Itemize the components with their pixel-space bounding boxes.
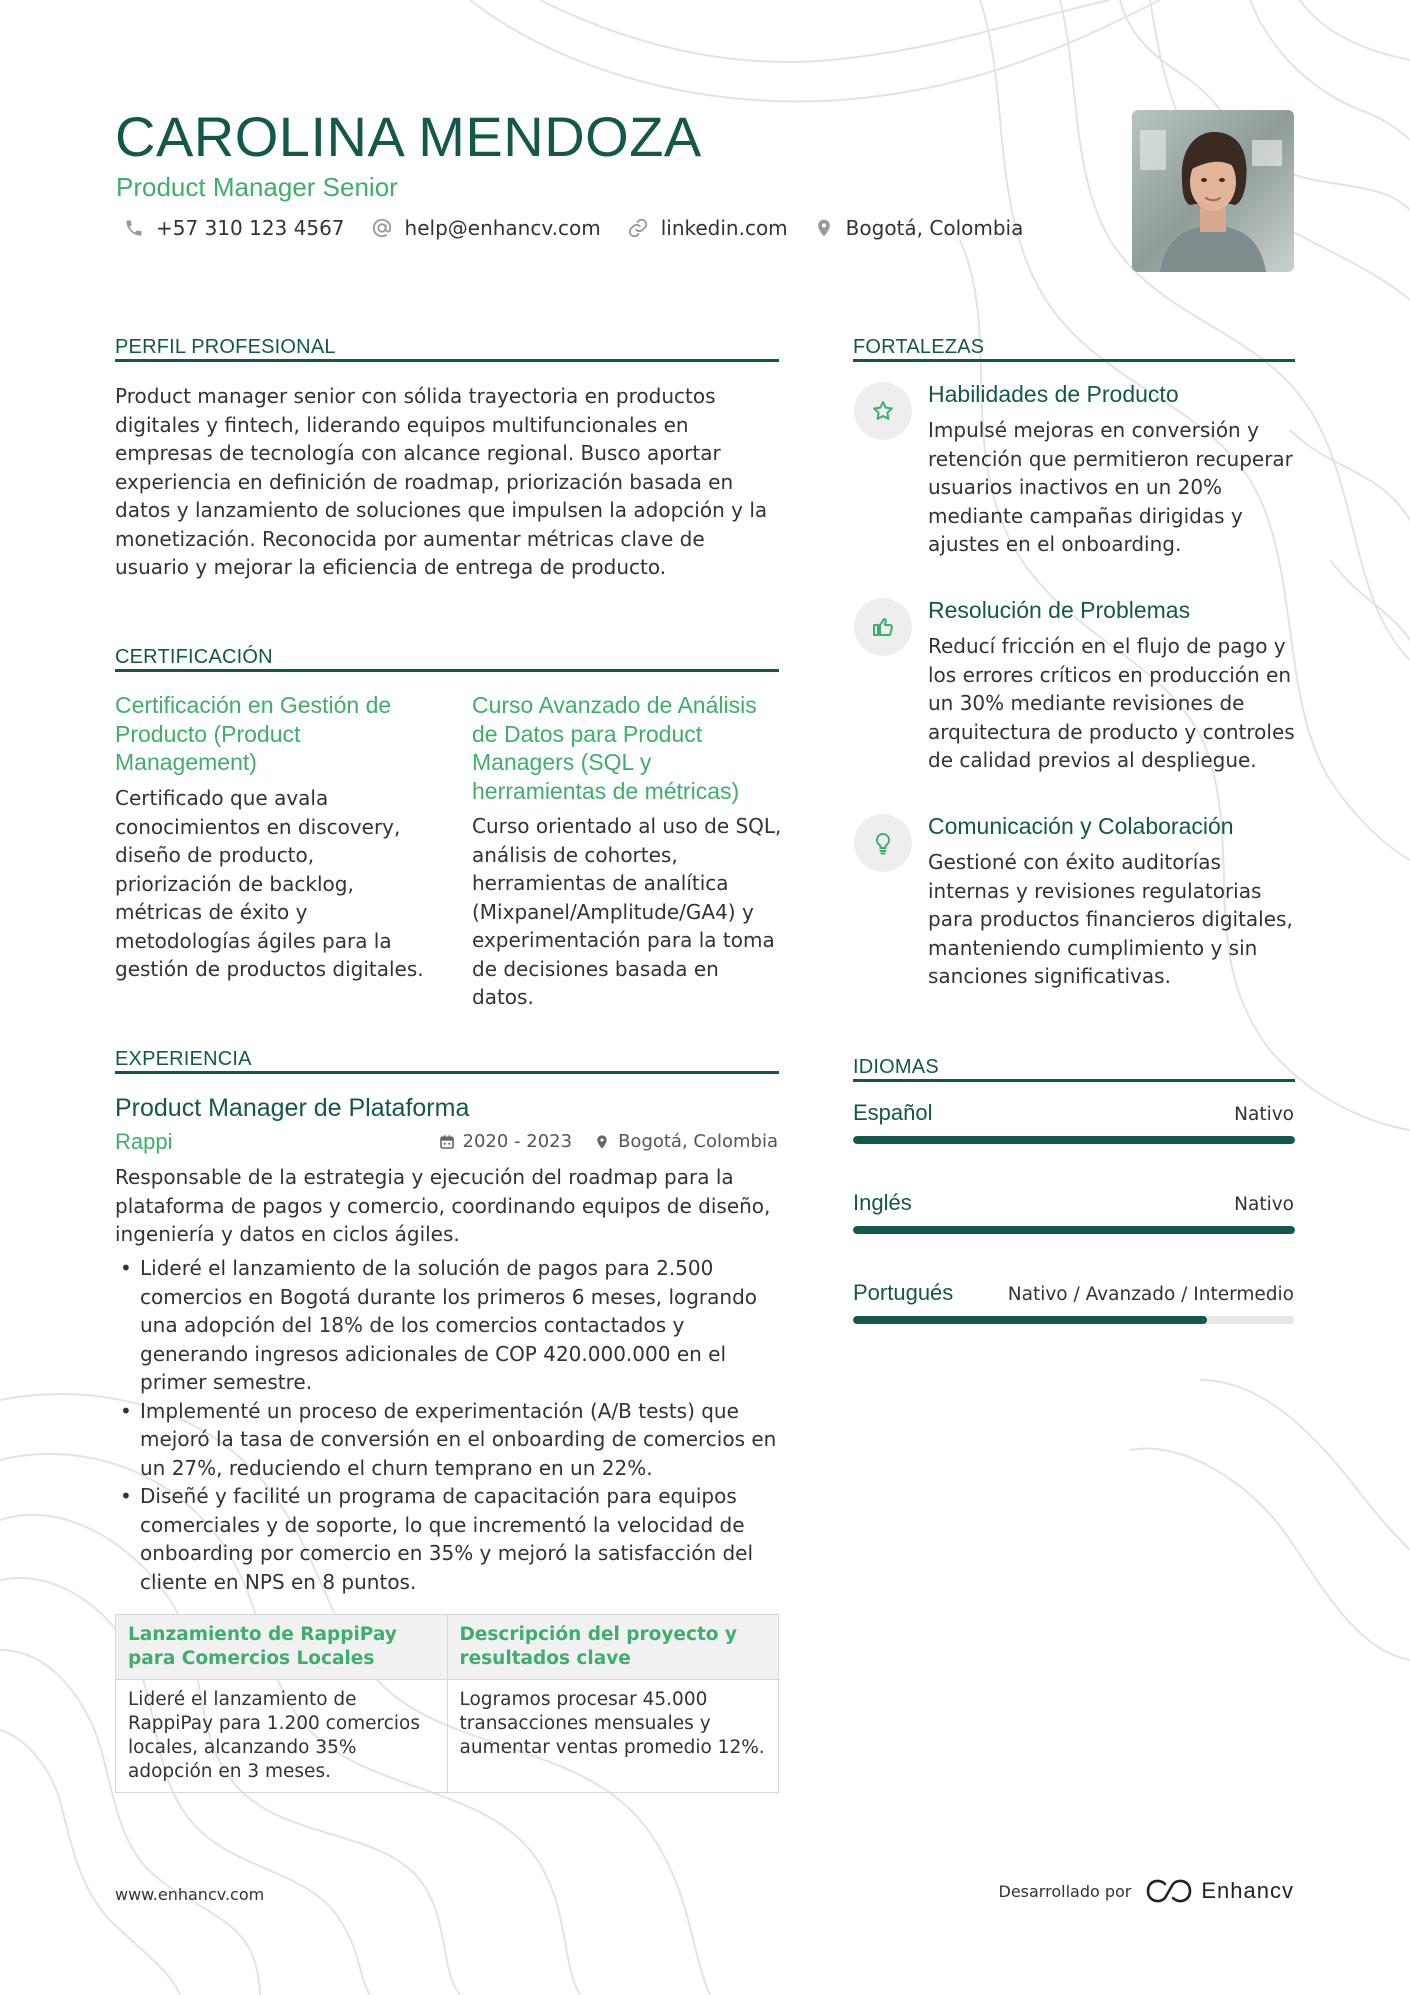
languages-divider [853, 1079, 1295, 1082]
calendar-icon [439, 1134, 455, 1150]
contact-email[interactable] [371, 216, 601, 240]
strength-description: Gestioné con éxito auditorías internas y revisiones regulatorias para productos financieros digitales, manteniendo cumplimiento y sin sanciones significativas. [928, 850, 1293, 988]
job-location-text: Bogotá, Colombia [618, 1131, 778, 1152]
strengths-section-title: FORTALEZAS [853, 336, 985, 358]
at-icon [371, 217, 393, 239]
profile-summary: Product manager senior con sólida trayectoria en productos digitales y fintech, liderando equipos multifuncionales en empresas de tecnología con alcance regional. Busco aportar experiencia en definición de roadmap, priorización basada en datos y lanzamiento de soluciones que impulsen la adopción y la monetización. Reconocida por aumentar métricas clave de usuario y mejorar la eficiencia de entrega de producto. [115, 384, 768, 579]
language-bar-fill [853, 1136, 1295, 1144]
footer-branding[interactable] [999, 1878, 1295, 1904]
strength-description: Reducí fricción en el flujo de pago y los errores críticos en producción en un 30% mediante revisiones de arquitectura de producto y controles de calidad previos al despliegue. [928, 634, 1295, 772]
achievement-item: • Implementé un proceso de experimentación (A/B tests) que mejoró la tasa de conversión en el onboarding de comercios en un 27%, reduciendo el churn temprano en un 22%. [115, 1397, 785, 1483]
certification-title: Curso Avanzado de Análisis de Datos para Product Managers (SQL y herramientas de métricas) [472, 692, 757, 804]
language-level: Nativo [1234, 1104, 1294, 1125]
strength-icon-wrap [854, 382, 912, 440]
certification-title: Certificación en Gestión de Producto (Product Management) [115, 692, 392, 775]
company-name: Rappi [115, 1129, 173, 1154]
brand-name: Enhancv [1201, 1878, 1294, 1903]
email-text: help@enhancv.com [404, 216, 601, 240]
language-bar-fill [853, 1316, 1207, 1324]
profile-photo [1132, 110, 1294, 272]
phone-icon [124, 218, 144, 238]
table-header-cell: Descripción del proyecto y resultados clave [447, 1615, 779, 1680]
achievement-item: • Diseñé y facilité un programa de capacitación para equipos comerciales y de soporte, lo que incrementó la velocidad de onboarding por comercio en 35% y mejoró la satisfacción del cliente en NPS en 8 puntos. [115, 1482, 785, 1596]
enhancv-logo-icon [1145, 1878, 1193, 1904]
language-bar [853, 1136, 1295, 1144]
profile-divider [115, 359, 779, 362]
job-meta [417, 1131, 778, 1152]
certifications-divider [115, 669, 779, 672]
link-icon [627, 217, 649, 239]
job-location [594, 1131, 778, 1152]
strength-description: Impulsé mejoras en conversión y retención que permitieron recuperar usuarios inactivos en un 20% mediante campañas dirigidas y ajustes en el onboarding. [928, 418, 1293, 556]
certifications-section-title: CERTIFICACIÓN [115, 646, 273, 668]
language-bar [853, 1316, 1295, 1324]
lightbulb-icon [871, 831, 895, 855]
contact-location [814, 216, 1024, 240]
language-level: Nativo / Avanzado / Intermedio [1007, 1284, 1294, 1305]
table-cell: Logramos procesar 45.000 transacciones mensuales y aumentar ventas promedio 12%. [447, 1680, 779, 1793]
experience-section-title: EXPERIENCIA [115, 1048, 252, 1070]
language-bar [853, 1226, 1295, 1234]
linkedin-text: linkedin.com [660, 216, 788, 240]
contact-linkedin[interactable] [627, 216, 788, 240]
candidate-role: Product Manager Senior [116, 172, 398, 202]
strength-title: Comunicación y Colaboración [928, 813, 1234, 839]
certification-description: Curso orientado al uso de SQL, análisis de cohortes, herramientas de analítica (Mixpanel/Amplitude/GA4) y experimentación para la toma de decisiones basada en datos. [472, 814, 782, 1009]
star-icon [871, 399, 895, 423]
strengths-divider [853, 359, 1295, 362]
location-pin-icon [594, 1133, 610, 1151]
location-pin-icon [814, 217, 834, 239]
language-name: Inglés [853, 1190, 912, 1215]
profile-section-title: PERFIL PROFESIONAL [115, 336, 336, 358]
strength-icon-wrap [854, 814, 912, 872]
powered-by-text: Desarrollado por [998, 1881, 1132, 1901]
job-dates [439, 1131, 573, 1152]
strength-title: Habilidades de Producto [928, 381, 1179, 407]
job-summary: Responsable de la estrategia y ejecución del roadmap para la plataforma de pagos y comercio, coordinando equipos de diseño, ingeniería y datos en ciclos ágiles. [115, 1165, 771, 1246]
language-level: Nativo [1234, 1194, 1294, 1215]
location-text: Bogotá, Colombia [845, 216, 1024, 240]
table-cell: Lideré el lanzamiento de RappiPay para 1.200 comercios locales, alcanzando 35% adopción en 3 meses. [116, 1680, 448, 1793]
job-title: Product Manager de Plataforma [115, 1094, 470, 1122]
phone-text: +57 310 123 4567 [156, 216, 345, 240]
strength-title: Resolución de Problemas [928, 597, 1191, 623]
language-name: Español [853, 1100, 933, 1125]
languages-section-title: IDIOMAS [853, 1056, 939, 1078]
footer-website[interactable]: www.enhancv.com [115, 1885, 265, 1904]
experience-divider [115, 1071, 779, 1074]
candidate-name: CAROLINA MENDOZA [115, 105, 702, 168]
thumbs-up-icon [871, 615, 895, 639]
language-bar-fill [853, 1226, 1295, 1234]
contact-row [124, 212, 1049, 244]
table-row [116, 1680, 779, 1793]
dates-text: 2020 - 2023 [462, 1131, 573, 1152]
certification-description: Certificado que avala conocimientos en discovery, diseño de producto, priorización de backlog, métricas de éxito y metodologías ágiles para la gestión de productos digitales. [115, 786, 424, 981]
contact-phone[interactable] [124, 216, 345, 240]
table-header-cell: Lanzamiento de RappiPay para Comercios Locales [116, 1615, 448, 1680]
language-name: Portugués [853, 1280, 954, 1305]
strength-icon-wrap [854, 598, 912, 656]
achievement-item: • Lideré el lanzamiento de la solución de pagos para 2.500 comercios en Bogotá durante los primeros 6 meses, logrando una adopción del 18% de los comercios contactados y generando ingresos adicionales de COP 420.000.000 en el primer semestre. [115, 1254, 785, 1397]
table-header-row [116, 1615, 779, 1680]
project-table [115, 1614, 779, 1793]
achievement-list [115, 1254, 785, 1596]
